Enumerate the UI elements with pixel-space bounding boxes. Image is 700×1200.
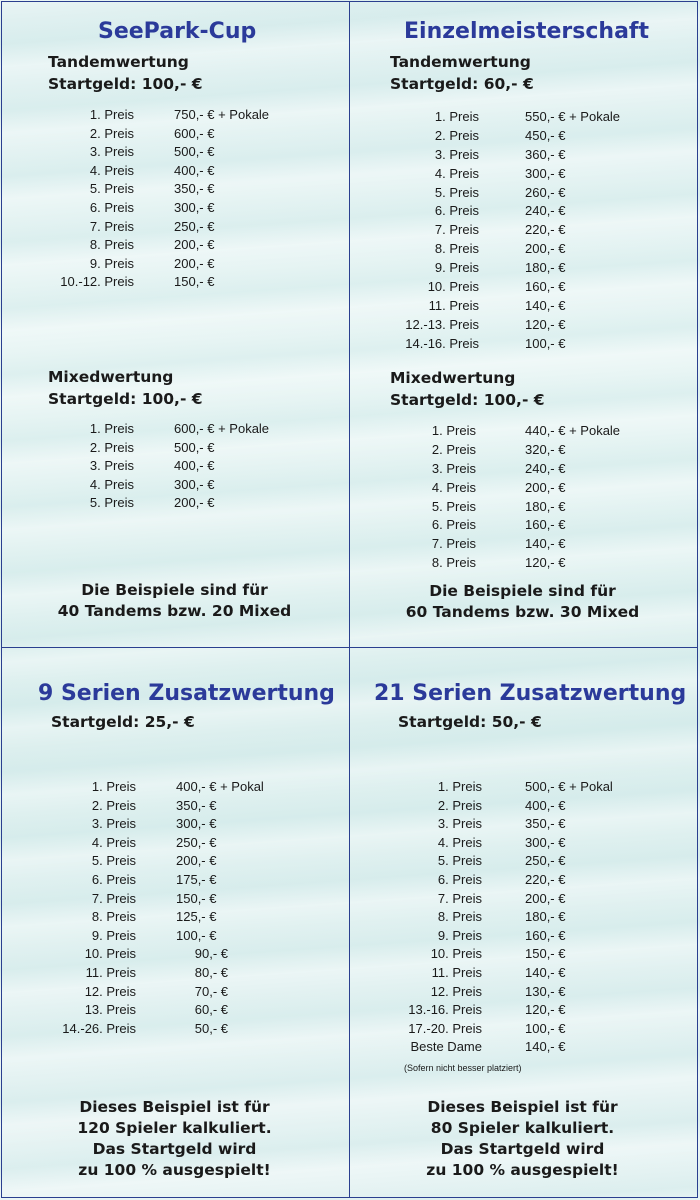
prize-row [45, 908, 264, 927]
prize-row [386, 278, 620, 297]
mixed-heading: Mixedwertung [48, 368, 174, 386]
prize-amount: 250,- € [525, 853, 566, 869]
prize-rank: 9. Preis [437, 927, 482, 943]
prize-rank: 4. Preis [89, 162, 134, 178]
prize-rank: 14.-26. Preis [62, 1020, 136, 1036]
prize-row [45, 983, 264, 1002]
panel-title: 9 Serien Zusatzwertung [38, 681, 335, 706]
mixed-heading: Mixedwertung [390, 369, 516, 387]
prize-row [42, 180, 269, 199]
einzelmeisterschaft-panel [349, 1, 698, 648]
footer-line: Die Beispiele sind für [81, 581, 268, 599]
prize-row [390, 871, 613, 890]
prize-rank: 2. Preis [431, 441, 476, 457]
series-fee: Startgeld: 50,- € [398, 713, 542, 731]
tandem-prize-list [386, 108, 620, 354]
prize-amount: 160,- € [525, 517, 566, 533]
prize-amount: 400,- € [174, 458, 215, 474]
prize-amount: 300,- € [176, 816, 217, 832]
prize-amount: 140,- € [525, 297, 566, 313]
prize-amount: 160,- € [525, 279, 566, 295]
prize-amount: 400,- € [174, 162, 215, 178]
prize-rank: 13. Preis [84, 1002, 136, 1018]
prize-rank: 8. Preis [437, 909, 482, 925]
prize-amount: 300,- € [525, 165, 566, 181]
prize-amount: 180,- € [525, 260, 566, 276]
prize-rank: 6. Preis [434, 203, 479, 219]
prize-row [386, 146, 620, 165]
panel-title: Einzelmeisterschaft [404, 19, 649, 44]
prize-rank: 5. Preis [91, 853, 136, 869]
prize-rank: 11. Preis [428, 297, 479, 313]
prize-rank: 8. Preis [89, 237, 134, 253]
series-prize-list [45, 778, 264, 1038]
prize-row [45, 871, 264, 890]
prize-amount: 300,- € [525, 834, 566, 850]
prize-row [42, 457, 269, 476]
prize-row [42, 162, 269, 181]
prize-amount: 240,- € [525, 460, 566, 476]
footer-line: 60 Tandems bzw. 30 Mixed [405, 603, 640, 621]
prize-rank: 3. Preis [434, 146, 479, 162]
prize-row [45, 778, 264, 797]
prize-row [42, 218, 269, 237]
prize-amount: 400,- € + Pokal [176, 779, 264, 794]
prize-rank: 6. Preis [437, 871, 482, 887]
tandem-fee: Startgeld: 100,- € [48, 75, 203, 93]
prize-rank: 1. Preis [437, 779, 482, 794]
prize-amount: 320,- € [525, 441, 566, 457]
prize-row [45, 797, 264, 816]
prize-row [386, 554, 620, 573]
prize-row [42, 439, 269, 458]
prize-row [42, 199, 269, 218]
prize-row [45, 945, 264, 964]
prize-rank: 10.-12. Preis [60, 274, 134, 290]
prize-amount: 140,- € [525, 536, 566, 552]
prize-rank: 8. Preis [434, 241, 479, 257]
prize-rank: 6. Preis [431, 517, 476, 533]
prize-row [390, 964, 613, 983]
prize-row [386, 460, 620, 479]
prize-amount: 100,- € [525, 335, 566, 351]
prize-rank: 3. Preis [431, 460, 476, 476]
prize-rank: 3. Preis [89, 144, 134, 160]
prize-rank: 17.-20. Preis [408, 1020, 482, 1036]
prize-row [386, 498, 620, 517]
footer-line: zu 100 % ausgespielt! [426, 1161, 619, 1179]
prize-rank: Beste Dame [410, 1039, 482, 1055]
tandem-prize-list [42, 106, 269, 292]
prize-row [390, 983, 613, 1002]
prize-rank: 10. Preis [84, 946, 136, 962]
prize-rank: 1. Preis [89, 421, 134, 436]
footer-note [2, 1097, 347, 1181]
prize-row [386, 259, 620, 278]
prize-amount: 150,- € [174, 274, 215, 290]
seepark-cup-panel [1, 1, 350, 648]
prize-amount: 200,- € [174, 255, 215, 271]
prize-rank: 7. Preis [437, 890, 482, 906]
prize-amount: 400,- € [525, 797, 566, 813]
prize-amount: 260,- € [525, 184, 566, 200]
prize-row [390, 834, 613, 853]
prize-row [386, 535, 620, 554]
prize-rank: 7. Preis [91, 890, 136, 906]
prize-rank: 6. Preis [89, 199, 134, 215]
prize-amount: 220,- € [525, 222, 566, 238]
prize-row [42, 106, 269, 125]
prize-rank: 2. Preis [89, 125, 134, 141]
prize-row [390, 945, 613, 964]
prize-amount: 150,- € [176, 890, 217, 906]
tandem-fee: Startgeld: 60,- € [390, 75, 534, 93]
prize-amount: 180,- € [525, 909, 566, 925]
prize-row [45, 834, 264, 853]
prize-amount: 200,- € [525, 241, 566, 257]
prize-amount: 600,- € [174, 125, 215, 141]
prize-row [45, 852, 264, 871]
prize-rank: 5. Preis [434, 184, 479, 200]
tandem-heading: Tandemwertung [390, 53, 531, 71]
prize-rank: 8. Preis [431, 555, 476, 571]
prize-amount: 175,- € [176, 871, 217, 887]
prize-rank: 3. Preis [437, 816, 482, 832]
prize-amount: 250,- € [176, 834, 217, 850]
prize-rank: 9. Preis [434, 260, 479, 276]
prize-row [390, 1038, 613, 1057]
prize-amount: 50,- € [194, 1020, 228, 1036]
prize-rank: 12. Preis [84, 983, 136, 999]
mixed-fee: Startgeld: 100,- € [390, 391, 545, 409]
prize-row [386, 184, 620, 203]
prize-amount: 200,- € [525, 479, 566, 495]
panel-title: 21 Serien Zusatzwertung [374, 681, 687, 706]
footer-note [350, 1097, 695, 1181]
prize-rank: 12.-13. Preis [405, 316, 479, 332]
prize-rank: 5. Preis [437, 853, 482, 869]
prize-amount: 360,- € [525, 146, 566, 162]
footer-note [2, 580, 347, 622]
prize-amount: 60,- € [194, 1002, 228, 1018]
prize-amount: 140,- € [525, 964, 566, 980]
prize-rank: 2. Preis [89, 439, 134, 455]
prize-rank: 4. Preis [91, 834, 136, 850]
prize-amount: 350,- € [176, 797, 217, 813]
prize-row [42, 255, 269, 274]
prize-rank: 12. Preis [430, 983, 482, 999]
prize-rank: 1. Preis [434, 109, 479, 124]
prize-amount: 100,- € [525, 1020, 566, 1036]
footer-line: Das Startgeld wird [92, 1140, 257, 1158]
prize-amount: 80,- € [194, 964, 228, 980]
prize-row [390, 890, 613, 909]
prize-rank: 4. Preis [437, 834, 482, 850]
prize-rank: 9. Preis [89, 255, 134, 271]
prize-amount: 120,- € [525, 316, 566, 332]
prize-rank: 1. Preis [89, 107, 134, 122]
nine-series-panel [1, 647, 350, 1198]
prize-row [386, 108, 620, 127]
prize-rank: 4. Preis [431, 479, 476, 495]
placement-note: (Sofern nicht besser platziert) [404, 1063, 522, 1073]
prize-row [390, 908, 613, 927]
prize-amount: 350,- € [525, 816, 566, 832]
prize-row [390, 927, 613, 946]
prize-rank: 11. Preis [85, 964, 136, 980]
prize-rank: 2. Preis [91, 797, 136, 813]
prize-amount: 90,- € [194, 946, 228, 962]
prize-row [386, 441, 620, 460]
prize-row [42, 420, 269, 439]
prize-amount: 160,- € [525, 927, 566, 943]
footer-line: Die Beispiele sind für [429, 582, 616, 600]
prize-amount: 140,- € [525, 1039, 566, 1055]
prize-row [386, 165, 620, 184]
prize-row [390, 852, 613, 871]
prize-rank: 6. Preis [91, 871, 136, 887]
prize-amount: 200,- € [176, 853, 217, 869]
prize-amount: 300,- € [174, 476, 215, 492]
prize-rank: 7. Preis [89, 218, 134, 234]
prize-row [390, 815, 613, 834]
twentyone-series-panel [349, 647, 698, 1198]
prize-rank: 14.-16. Preis [405, 335, 479, 351]
prize-row [386, 335, 620, 354]
prize-amount: 120,- € [525, 1002, 566, 1018]
prize-rank: 3. Preis [89, 458, 134, 474]
prize-amount: 125,- € [176, 909, 217, 925]
mixed-prize-list [42, 420, 269, 513]
prize-rank: 11. Preis [431, 964, 482, 980]
prize-row [45, 927, 264, 946]
mixed-prize-list [386, 422, 620, 573]
prize-rank: 10. Preis [430, 946, 482, 962]
prize-amount: 150,- € [525, 946, 566, 962]
prize-amount: 500,- € + Pokal [525, 779, 613, 794]
footer-line: zu 100 % ausgespielt! [78, 1161, 271, 1179]
prize-rank: 1. Preis [431, 423, 476, 438]
prize-row [42, 143, 269, 162]
mixed-fee: Startgeld: 100,- € [48, 390, 203, 408]
prize-amount: 180,- € [525, 498, 566, 514]
footer-line: 120 Spieler kalkuliert. [77, 1119, 272, 1137]
series-prize-list [390, 778, 613, 1057]
prize-rank: 4. Preis [89, 476, 134, 492]
prize-rank: 2. Preis [434, 127, 479, 143]
prize-rank: 4. Preis [434, 165, 479, 181]
prize-amount: 500,- € [174, 439, 215, 455]
footer-line: 40 Tandems bzw. 20 Mixed [57, 602, 292, 620]
prize-amount: 250,- € [174, 218, 215, 234]
prize-row [386, 422, 620, 441]
prize-row [386, 516, 620, 535]
prize-row [42, 273, 269, 292]
prize-row [45, 1020, 264, 1039]
prize-row [386, 316, 620, 335]
prize-amount: 70,- € [194, 983, 228, 999]
prize-amount: 130,- € [525, 983, 566, 999]
prize-row [45, 964, 264, 983]
prize-amount: 220,- € [525, 871, 566, 887]
prize-amount: 450,- € [525, 127, 566, 143]
prize-amount: 750,- € + Pokale [174, 107, 270, 122]
prize-row [45, 890, 264, 909]
prize-row [42, 125, 269, 144]
prize-amount: 240,- € [525, 203, 566, 219]
prize-rank: 7. Preis [434, 222, 479, 238]
prize-row [390, 1001, 613, 1020]
prize-row [386, 240, 620, 259]
prize-amount: 120,- € [525, 555, 566, 571]
tandem-heading: Tandemwertung [48, 53, 189, 71]
prize-row [42, 476, 269, 495]
prize-amount: 300,- € [174, 199, 215, 215]
prize-rank: 13.-16. Preis [408, 1002, 482, 1018]
footer-note [350, 581, 695, 623]
prize-amount: 440,- € + Pokale [525, 423, 621, 438]
series-fee: Startgeld: 25,- € [51, 713, 195, 731]
prize-row [390, 797, 613, 816]
prize-rank: 5. Preis [89, 495, 134, 511]
prize-row [386, 297, 620, 316]
prize-rank: 5. Preis [89, 181, 134, 197]
prize-row [386, 202, 620, 221]
prize-amount: 200,- € [174, 495, 215, 511]
prize-rank: 1. Preis [91, 779, 136, 794]
prize-rank: 7. Preis [431, 536, 476, 552]
prize-amount: 600,- € + Pokale [174, 421, 270, 436]
prize-rank: 5. Preis [431, 498, 476, 514]
prize-row [386, 127, 620, 146]
footer-line: Dieses Beispiel ist für [79, 1098, 270, 1116]
prize-rank: 3. Preis [91, 816, 136, 832]
prize-row [45, 815, 264, 834]
prize-amount: 500,- € [174, 144, 215, 160]
footer-line: Dieses Beispiel ist für [427, 1098, 618, 1116]
prize-row [390, 778, 613, 797]
prize-rank: 9. Preis [91, 927, 136, 943]
prize-rank: 8. Preis [91, 909, 136, 925]
prize-rank: 2. Preis [437, 797, 482, 813]
prize-row [390, 1020, 613, 1039]
panel-title: SeePark-Cup [98, 19, 257, 44]
prize-rank: 10. Preis [427, 279, 479, 295]
prize-row [42, 236, 269, 255]
footer-line: 80 Spieler kalkuliert. [430, 1119, 615, 1137]
prize-row [386, 479, 620, 498]
prize-amount: 550,- € + Pokale [525, 109, 621, 124]
prize-row [386, 221, 620, 240]
prize-amount: 350,- € [174, 181, 215, 197]
prize-row [42, 494, 269, 513]
prize-amount: 100,- € [176, 927, 217, 943]
prize-amount: 200,- € [174, 237, 215, 253]
prize-amount: 200,- € [525, 890, 566, 906]
prize-row [45, 1001, 264, 1020]
footer-line: Das Startgeld wird [440, 1140, 605, 1158]
